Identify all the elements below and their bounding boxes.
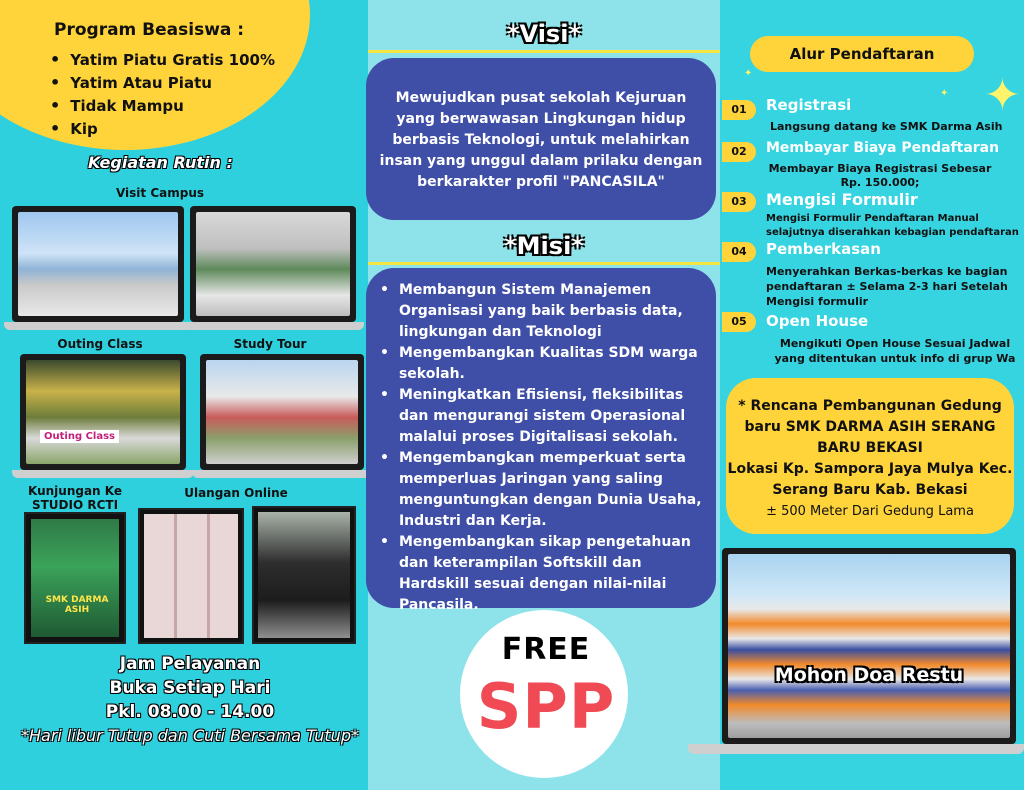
step-desc: Menyerahkan Berkas-berkas ke bagian pendaftaran ± Selama 2-3 hari Setelah Mengisi formulir	[766, 265, 1008, 308]
step-number: 04	[722, 242, 756, 262]
misi-item: • Mengembangkan sikap pengetahuan dan keterampilan Softskill dan Hardskill sesuai dengan nilai-nilai Pancasila.	[380, 532, 704, 616]
step-desc: Mengikuti Open House Sesuai Jadwal yang ditentukan untuk info di grup Wa	[774, 337, 1016, 365]
studio-image	[31, 519, 119, 637]
rencana-line: ± 500 Meter Dari Gedung Lama	[766, 504, 974, 519]
jam-pelayanan-title: Jam Pelayanan	[119, 654, 261, 674]
bus-image	[26, 360, 180, 464]
outing-class-caption: Outing Class	[57, 337, 143, 351]
campus-building-image	[18, 212, 178, 316]
rencana-line: baru SMK DARMA ASIH SERANG	[744, 419, 996, 435]
free-label: FREE	[501, 632, 591, 667]
ulangan-online-photo-1	[138, 508, 244, 644]
program-item: • Yatim Piatu Gratis 100%	[50, 48, 275, 71]
laptop-base	[12, 470, 194, 478]
step-number: 05	[722, 312, 756, 332]
step-desc: Membayar Biaya Registrasi Sebesar Rp. 150.000;	[768, 162, 992, 189]
program-item: • Kip	[50, 117, 275, 140]
laptop-base	[4, 322, 192, 330]
step-title: Registrasi	[766, 96, 852, 114]
visit-campus-photo-2	[190, 206, 356, 322]
misi-item: • Mengembangkan memperkuat serta memperluas Jaringan yang saling menguntungkan dengan Dunia Usaha, Industri dan Kerja.	[380, 448, 704, 532]
kunjungan-caption: Kunjungan Ke STUDIO RCTI	[27, 484, 122, 512]
study-tour-caption: Study Tour	[233, 337, 307, 351]
step-number: 01	[722, 100, 756, 120]
misi-heading: *Misi*	[504, 232, 584, 260]
program-item: • Yatim Atau Piatu	[50, 71, 275, 94]
group-photo-image	[196, 212, 350, 316]
rencana-pembangunan-box	[726, 378, 1014, 534]
program-beasiswa-title: Program Beasiswa :	[54, 20, 245, 40]
step-desc: Langsung datang ke SMK Darma Asih	[770, 120, 1003, 133]
program-item: • Tidak Mampu	[50, 94, 275, 117]
outing-banner: Outing Class	[40, 430, 119, 443]
collage-image	[144, 514, 238, 638]
studio-banner-text: SMK DARMA ASIH	[45, 595, 109, 615]
building-caption: Mohon Doa Restu	[774, 664, 964, 686]
studio-rcti-photo	[24, 512, 126, 644]
program-beasiswa-list	[50, 48, 275, 140]
visit-campus-caption: Visit Campus	[115, 186, 205, 200]
laptop-base	[182, 322, 364, 330]
misi-divider	[368, 262, 720, 265]
visi-text: Mewujudkan pusat sekolah Kejuruan yang berwawasan Lingkungan hidup berbasis Teknologi, untuk melahirkan insan yang unggul dalam prilaku dengan berkarakter profil "PANCASILA"	[379, 90, 703, 190]
castle-image	[206, 360, 358, 464]
step-number: 02	[722, 142, 756, 162]
jam-note: *Hari libur Tutup dan Cuti Bersama Tutup*	[21, 726, 359, 745]
misi-list	[366, 268, 716, 626]
ulangan-online-photo-2	[252, 506, 356, 644]
laptop-base	[688, 744, 1024, 754]
spp-label: SPP	[476, 670, 616, 743]
kegiatan-rutin-title: Kegiatan Rutin :	[88, 153, 233, 172]
misi-item: • Meningkatkan Efisiensi, fleksibilitas dan mengurangi sistem Operasional malalui proses Digitalisasi sekolah.	[380, 385, 704, 448]
sparkle-icon: ✦	[940, 88, 949, 99]
sparkle-icon: ✦	[744, 68, 753, 79]
misi-item: • Membangun Sistem Manajemen Organisasi yang baik berbasis data, lingkungan dan Teknologi	[380, 280, 704, 343]
rencana-line: BARU BEKASI	[817, 440, 923, 456]
step-title: Open House	[766, 312, 869, 330]
study-tour-photo	[200, 354, 364, 470]
students-group-image	[258, 512, 350, 638]
step-desc: Mengisi Formulir Pendaftaran Manual selajutnya diserahkan kebagian pendaftaran	[766, 213, 1019, 238]
step-title: Membayar Biaya Pendaftaran	[766, 140, 1000, 156]
visi-box	[366, 58, 716, 220]
misi-box	[366, 268, 716, 613]
jam-buka: Buka Setiap Hari	[109, 678, 271, 698]
visi-divider	[368, 50, 720, 53]
ulangan-caption: Ulangan Online	[184, 486, 288, 500]
step-title: Mengisi Formulir	[766, 190, 918, 209]
new-building-display	[722, 548, 1016, 744]
visit-campus-photo-1	[12, 206, 184, 322]
laptop-base	[192, 470, 372, 478]
visi-heading: *Visi*	[507, 20, 581, 48]
step-title: Pemberkasan	[766, 240, 881, 258]
step-number: 03	[722, 192, 756, 212]
rencana-line: Serang Baru Kab. Bekasi	[772, 482, 968, 498]
building-render-image	[728, 554, 1010, 738]
star-icon: ✦	[984, 70, 1021, 121]
outing-class-photo	[20, 354, 186, 470]
misi-item: • Mengembangkan Kualitas SDM warga sekolah.	[380, 343, 704, 385]
alur-pendaftaran-title: Alur Pendaftaran	[750, 36, 974, 72]
rencana-line: Lokasi Kp. Sampora Jaya Mulya Kec.	[727, 461, 1013, 477]
jam-pelayanan-block	[0, 652, 380, 748]
rencana-line: * Rencana Pembangunan Gedung	[738, 398, 1002, 414]
jam-pukul: Pkl. 08.00 - 14.00	[105, 702, 275, 722]
